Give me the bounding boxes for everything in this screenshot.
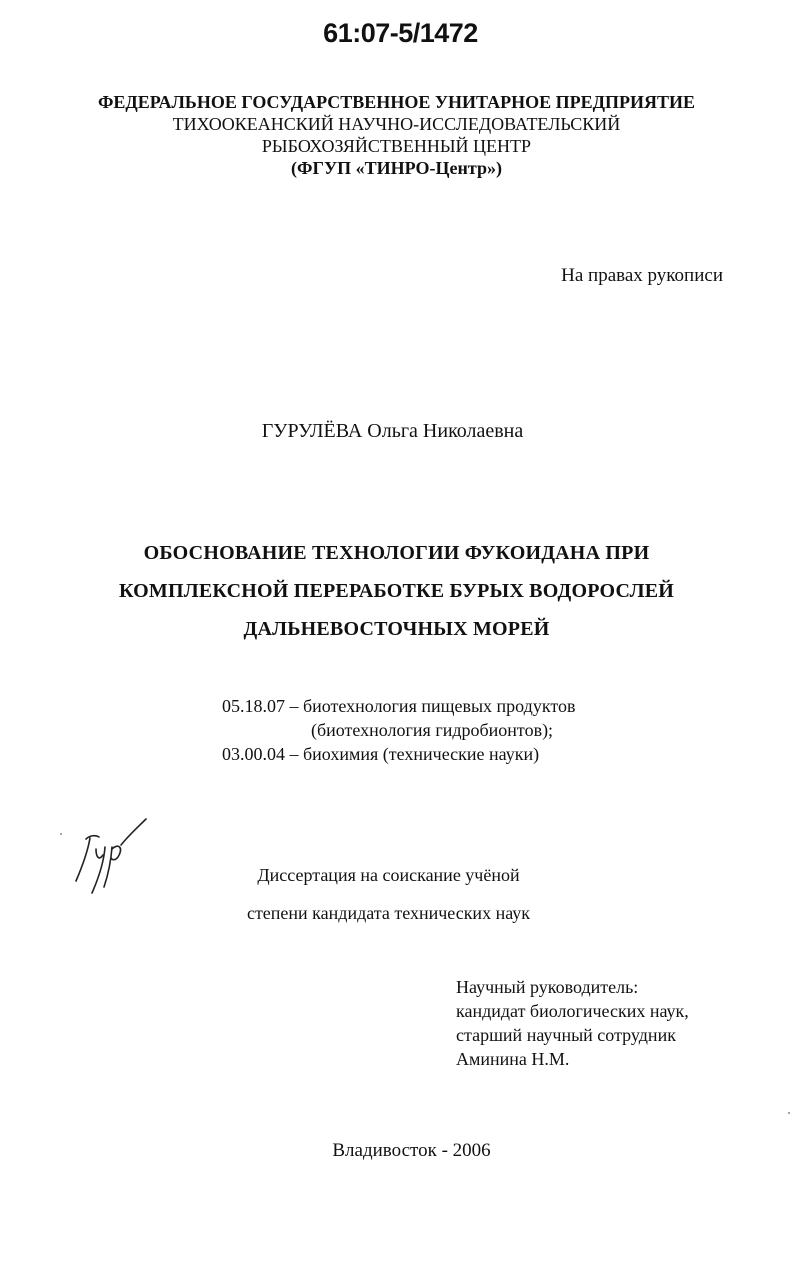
specialties-block (222, 694, 575, 766)
thesis-title (0, 534, 793, 648)
organization-line-4: (ФГУП «ТИНРО-Центр») (291, 158, 502, 178)
supervisor-line-3: старший научный сотрудник (456, 1025, 676, 1045)
specialty-line-1: 05.18.07 – биотехнология пищевых продуктов (222, 696, 576, 716)
scan-speck (788, 1112, 790, 1114)
supervisor-line-2: кандидат биологических наук, (456, 1001, 689, 1021)
thesis-title-line-1: ОБОСНОВАНИЕ ТЕХНОЛОГИИ ФУКОИДАНА ПРИ (143, 542, 650, 564)
dissertation-line-2: степени кандидата технических наук (246, 903, 531, 923)
supervisor-block (456, 975, 689, 1071)
organization-block (0, 91, 793, 179)
archive-stamp-code: 61:07-5/1472 (323, 18, 478, 48)
specialty-line-3: 03.00.04 – биохимия (технические науки) (222, 744, 540, 764)
author-name: ГУРУЛЁВА Ольга Николаевна (261, 420, 524, 442)
supervisor-line-4: Аминина Н.М. (456, 1049, 570, 1069)
scan-speck (60, 833, 62, 835)
specialty-line-2: (биотехнология гидробионтов); (311, 720, 554, 740)
organization-line-1: ФЕДЕРАЛЬНОЕ ГОСУДАРСТВЕННОЕ УНИТАРНОЕ ПРЕДПРИЯТИЕ (97, 92, 696, 112)
thesis-title-line-2: КОМПЛЕКСНОЙ ПЕРЕРАБОТКЕ БУРЫХ ВОДОРОСЛЕЙ (118, 580, 675, 602)
city-year: Владивосток - 2006 (332, 1140, 491, 1161)
organization-line-2: ТИХООКЕАНСКИЙ НАУЧНО-ИССЛЕДОВАТЕЛЬСКИЙ (172, 114, 621, 134)
dissertation-statement (0, 856, 785, 932)
supervisor-line-1: Научный руководитель: (456, 977, 639, 997)
thesis-title-line-3: ДАЛЬНЕВОСТОЧНЫХ МОРЕЙ (243, 618, 550, 640)
rights-note: На правах рукописи (561, 265, 723, 286)
dissertation-line-1: Диссертация на соискание учёной (257, 865, 520, 885)
organization-line-3: РЫБОХОЗЯЙСТВЕННЫЙ ЦЕНТР (261, 136, 532, 156)
